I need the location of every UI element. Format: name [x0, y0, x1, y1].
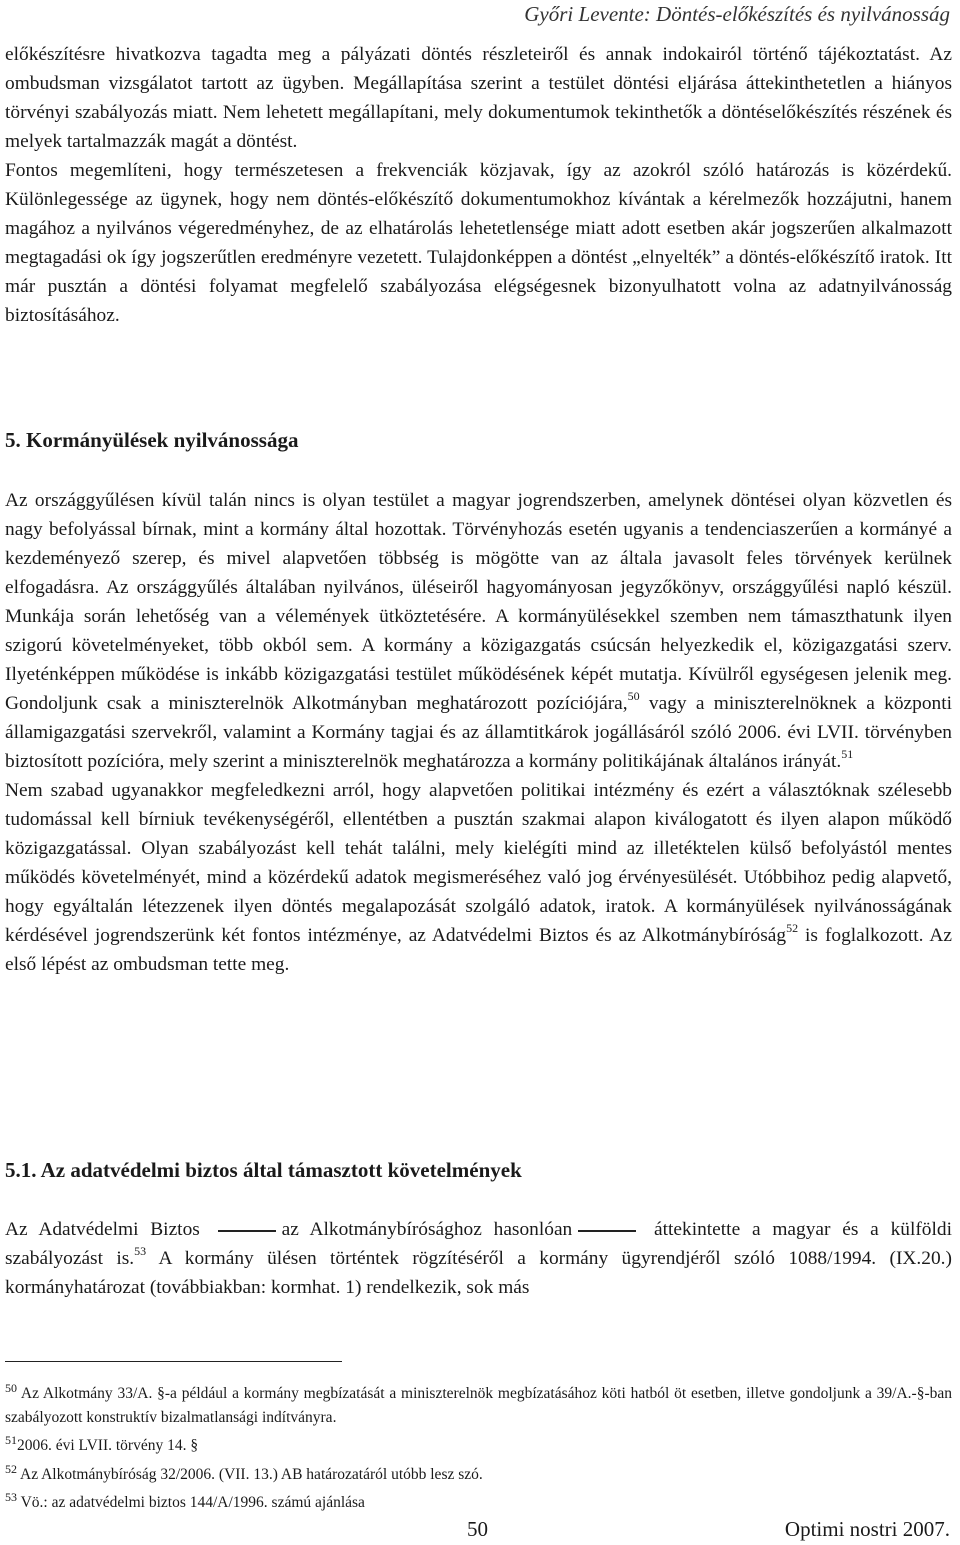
- paragraph-text: az Alkotmánybírósághoz hasonlóan: [281, 1219, 573, 1240]
- footnote-number: 50: [5, 1381, 17, 1395]
- footnote-ref-53[interactable]: 53: [134, 1243, 147, 1258]
- em-dash: [578, 1230, 636, 1232]
- footnote-51: [5, 1429, 952, 1458]
- paragraph-text: áttekintette a magyar és a külföldi szabályozást is.: [5, 1219, 952, 1269]
- footnote-ref-51[interactable]: 51: [841, 746, 854, 761]
- footnote-number: 51: [5, 1433, 17, 1448]
- footnote-50: [5, 1377, 952, 1429]
- footnote-text: Az Alkotmány 33/A. §-a például a kormány megbízatását a miniszterelnök megbízatásához köti hatból öt esetben, illetve gondoljunk a 39/A.-§-ban szabályozott konstruktív bizalmatlansági indítványra.: [5, 1385, 952, 1426]
- section-heading-5: 5. Kormányülések nyilvánossága: [5, 428, 299, 452]
- text-block-intro: [5, 40, 952, 330]
- section-heading-5-1: 5.1. Az adatvédelmi biztos által támasztott követelmények: [5, 1158, 522, 1182]
- footnote-52: [5, 1458, 952, 1487]
- paragraph-frequencies: Fontos megemlíteni, hogy természetesen a frekvenciák közjavak, így az azokról szóló határozás is közérdekű. Különlegessége az ügynek, hogy nem döntés-előkészítő dokumentumokhoz kívántak a kérelmezők hozzájutni, hanem magához a nyilvános végeredményhez, de az elhatárolás lehetetlensége miatt adott esetben akár jogszerűen alkalmazott megtagadási ok így jogszerűtlen eredményre vezetett. Tulajdonképpen a döntést „elnyelték” a döntés-előkészítő iratok. Itt már pusztán a döntési folyamat megfelelő szabályozása elégségesnek bizonyulhatott volna az adatnyilvánosság biztosításához.: [5, 160, 952, 326]
- paragraph-political-institution: [5, 776, 952, 979]
- text-block-section-5-1: [5, 1215, 952, 1302]
- paragraph-text: vagy a miniszterelnöknek a központi államigazgatási szervekről, valamint a Kormány tagjai és az államtitkárok jogállásáról szóló 2006. évi LVII. törvényben biztosított pozícióra, mely szerint a miniszterelnök meghatározza a kormány politikájának általános irányát.: [5, 693, 952, 772]
- paragraph-ombudsman-investigation: előkészítésre hivatkozva tagadta meg a pályázati döntés részleteiről és annak indokairól történő tájékoztatást. Az ombudsman vizsgálatot tartott az ügyben. Megállapítása szerint a testület döntési eljárása áttekinthetetlen a hiányos törvényi szabályozás miatt. Nem lehetett megállapítani, mely dokumentumok tekinthetők a döntéselőkészítés részének és melyek tartalmazzák magát a döntést.: [5, 44, 952, 152]
- footnote-number: 53: [5, 1490, 17, 1505]
- footnote-ref-52[interactable]: 52: [786, 920, 799, 935]
- footnote-ref-50[interactable]: 50: [627, 688, 640, 703]
- footnotes: [5, 1377, 952, 1515]
- footnote-53: [5, 1486, 952, 1515]
- footnote-number: 52: [5, 1461, 17, 1476]
- paragraph-parliament-comparison: [5, 486, 952, 776]
- paragraph-text: Az országgyűlésen kívül talán nincs is olyan testület a magyar jogrendszerben, amelynek döntései olyan közvetlen és nagy befolyással bírnak, mint a kormány által hozottak. Törvényhozás esetén ugyanis a tendenciaszerűen a kormányé a kezdeményező szerep, és mivel alapvetően többség is mögötte van az általa javasolt feles törvények kerülnek elfogadásra. Az országgyűlés általában nyilvános, üléseiről hagyományosan jegyzőkönyv, országgyűlési napló készül. Munkája során lehetőség van a vélemények ütköztetésére. A kormányülésekkel szemben nem támaszthatunk ilyen szigorú követelményeket, több okból sem. A kormány a közigazgatás csúcsán helyezkedik el, közigazgatási szerv. Ilyeténképpen működése is inkább közigazgatási testület működésének képét mutatja. Kívülről egységesen jelenik meg. Gondoljunk csak a miniszterelnök Alkotmányban meghatározott pozíciójára,: [5, 490, 952, 714]
- paragraph-text: Az Adatvédelmi Biztos: [5, 1219, 200, 1240]
- page-number: 50: [467, 1517, 488, 1541]
- paragraph-data-protection-commissioner: [5, 1215, 952, 1302]
- footnote-text: Vö.: az adatvédelmi biztos 144/A/1996. számú ajánlása: [17, 1494, 365, 1512]
- running-header: Győri Levente: Döntés-előkészítés és nyilvánosság: [524, 2, 950, 26]
- footnote-text: 2006. évi LVII. törvény 14. §: [17, 1437, 199, 1455]
- publication-title: Optimi nostri 2007.: [784, 1517, 950, 1541]
- footnote-text: Az Alkotmánybíróság 32/2006. (VII. 13.) AB határozatáról utóbb lesz szó.: [17, 1465, 483, 1483]
- paragraph-text: A kormány ülésen történtek rögzítéséről a kormány ügyrendjéről szóló 1088/1994. (IX.20.) kormányhatározat (továbbiakban: kormhat. 1) rendelkezik, sok más: [5, 1248, 952, 1298]
- em-dash: [218, 1230, 276, 1232]
- footnote-separator: [5, 1361, 342, 1362]
- text-block-section-5: [5, 486, 952, 979]
- paragraph-text: is foglalkozott. Az első lépést az ombudsman tette meg.: [5, 925, 953, 975]
- paragraph-text: Nem szabad ugyanakkor megfeledkezni arról, hogy alapvetően politikai intézmény és ezért a választóknak szélesebb tudomással kell bírniuk tevékenységéről, ellentétben a pusztán szakmai alapon kiválogatott és ilyen alapon működő közigazgatással. Olyan szabályozást kell tehát találni, mely kielégíti mind az illetéktelen külső befolyástól mentes működés követelményét, mind a közérdekű adatok megismeréséhez való jog érvényesülését. Utóbbihoz pedig alapvető, hogy egyáltalán létezzenek ilyen döntés megalapozását szolgáló adatok, iratok. A kormányülések nyilvánosságának kérdésével jogrendszerünk két fontos intézménye, az Adatvédelmi Biztos és az Alkotmánybíróság: [5, 780, 952, 946]
